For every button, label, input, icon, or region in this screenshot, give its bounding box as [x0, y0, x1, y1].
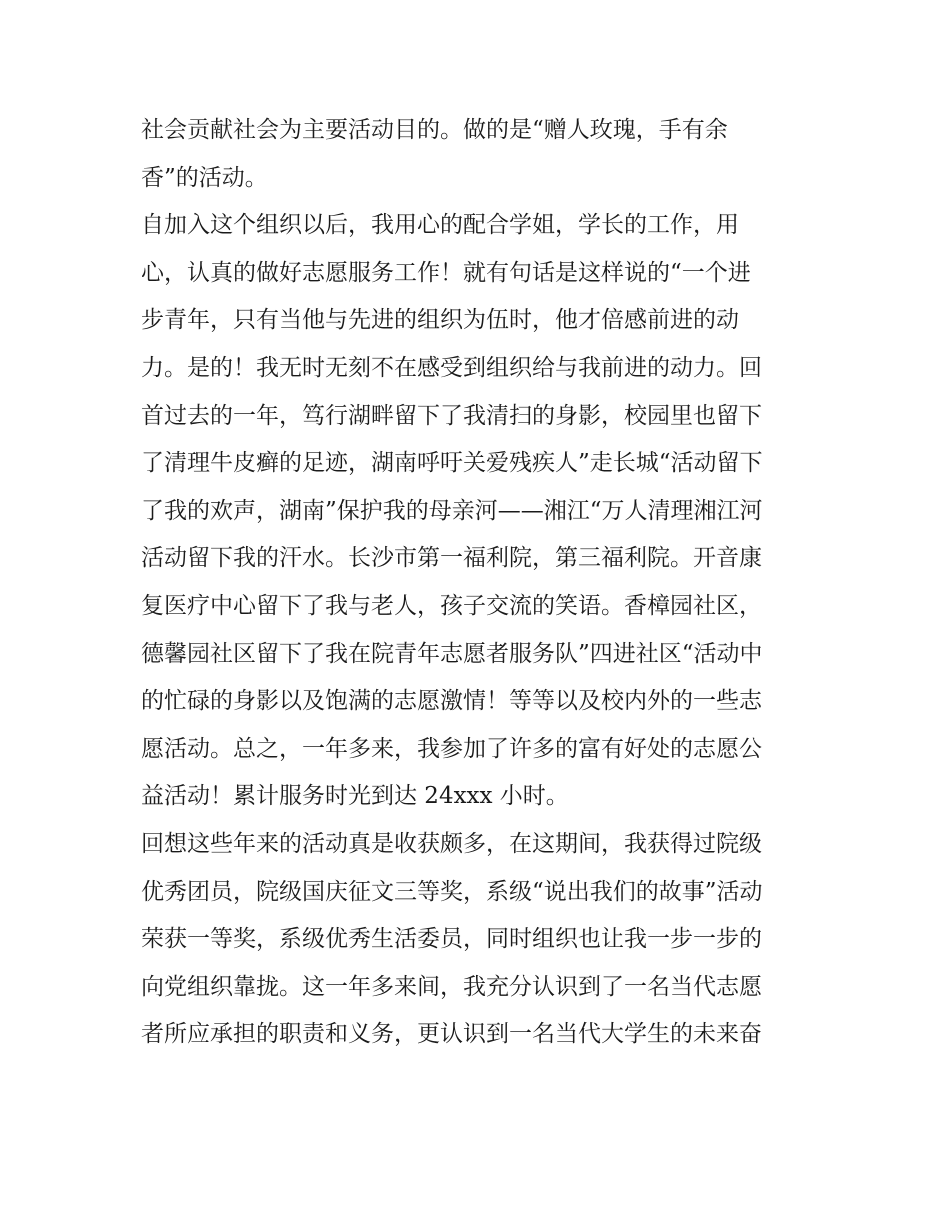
text-line-13: 的忙碌的身影以及饱满的志愿激情！等等以及校内外的一些志 [141, 688, 762, 715]
text-line-15: 益活动！累计服务时光到达 24xxx 小时。 [141, 783, 569, 810]
text-line-4: 心，认真的做好志愿服务工作！就有句话是这样说的“一个进 [141, 259, 751, 286]
text-line-10: 活动留下我的汗水。长沙市第一福利院，第三福利院。开音康 [141, 545, 762, 572]
text-line-11: 复医疗中心留下了我与老人，孩子交流的笑语。香樟园社区， [141, 592, 762, 619]
text-line-20: 者所应承担的职责和义务，更认识到一名当代大学生的未来奋 [141, 1021, 762, 1048]
text-line-14: 愿活动。总之，一年多来，我参加了许多的富有好处的志愿公 [141, 735, 762, 762]
text-line-9: 了我的欢声，湖南”保护我的母亲河——湘江“万人清理湘江河 [141, 497, 763, 524]
document-body [141, 107, 821, 1059]
text-line-2: 香”的活动。 [141, 164, 268, 191]
text-line-7: 首过去的一年，笃行湖畔留下了我清扫的身影，校园里也留下 [141, 402, 762, 429]
text-line-6: 力。是的！我无时无刻不在感受到组织给与我前进的动力。回 [141, 354, 762, 381]
text-line-8: 了清理牛皮癣的足迹，湖南呼吁关爱残疾人”走长城“活动留下 [141, 450, 763, 477]
text-line-5: 步青年，只有当他与先进的组织为伍时，他才倍感前进的动 [141, 307, 739, 334]
text-line-12: 德馨园社区留下了我在院青年志愿者服务队”四进社区“活动中 [141, 640, 763, 667]
text-line-1: 社会贡献社会为主要活动目的。做的是“赠人玫瑰，手有余 [141, 117, 728, 143]
text-line-17: 优秀团员，院级国庆征文三等奖，系级“说出我们的故事”活动 [141, 878, 763, 905]
text-line-16: 回想这些年来的活动真是收获颇多，在这期间，我获得过院级 [141, 830, 762, 857]
text-line-18: 荣获一等奖，系级优秀生活委员，同时组织也让我一步一步的 [141, 926, 762, 953]
text-line-3: 自加入这个组织以后，我用心的配合学姐，学长的工作，用 [141, 212, 739, 239]
text-line-19: 向党组织靠拢。这一年多来间，我充分认识到了一名当代志愿 [141, 973, 762, 1000]
